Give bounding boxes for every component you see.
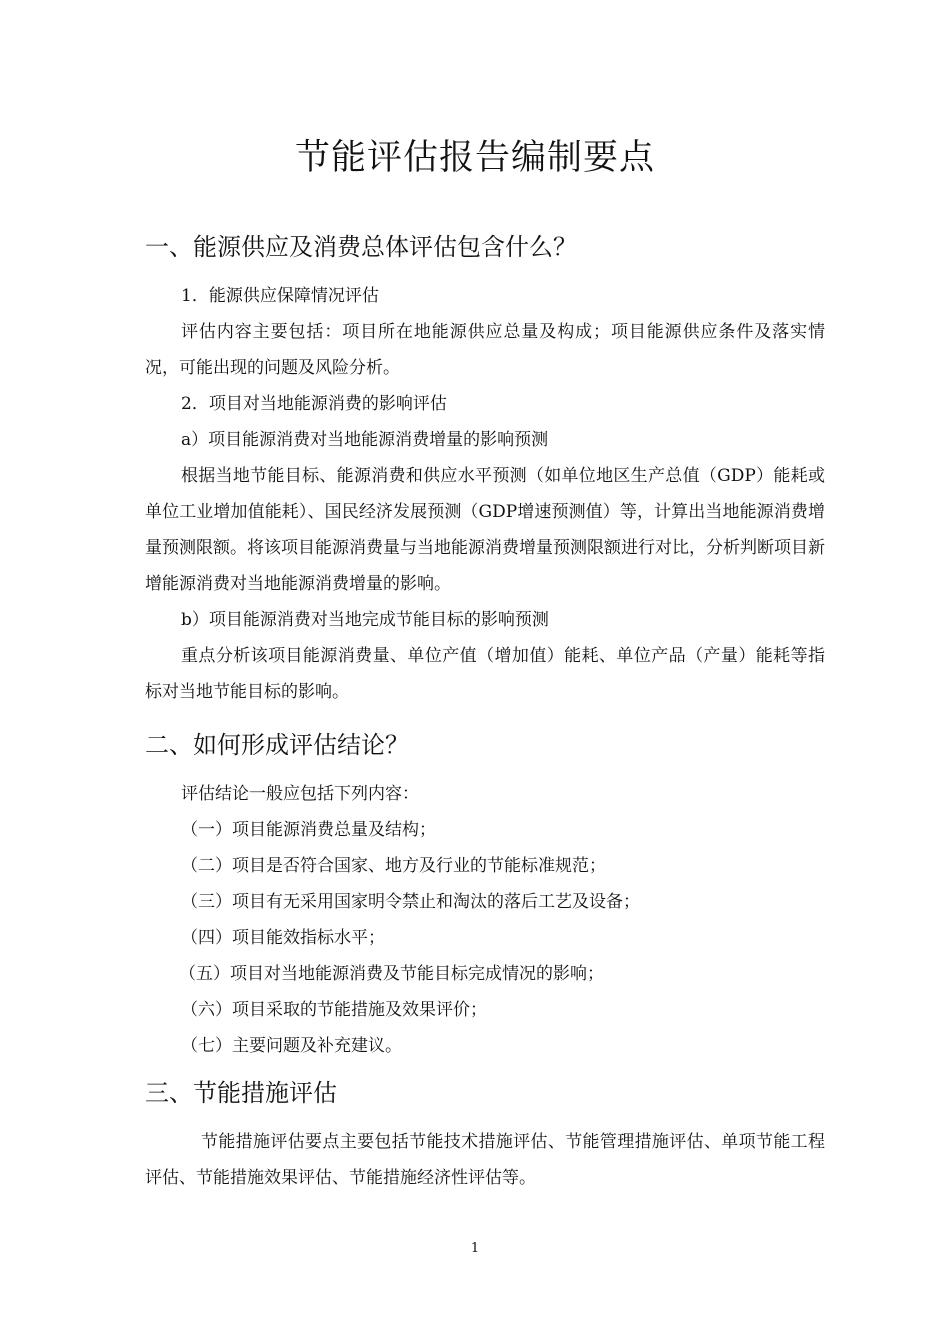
sub-item-heading: b）项目能源消费对当地完成节能目标的影响预测 — [181, 610, 549, 630]
paragraph: 节能措施评估要点主要包括节能技术措施评估、节能管理措施评估、单项节能工程评估、节能措施效果评估、节能措施经济性评估等。 — [145, 1132, 825, 1188]
item-heading: 2．项目对当地能源消费的影响评估 — [181, 394, 447, 414]
list-item: （四）项目能效指标水平； — [181, 928, 385, 948]
list-item: （七）主要问题及补充建议。 — [181, 1036, 402, 1056]
item-heading: 1．能源供应保障情况评估 — [181, 286, 379, 306]
sub-item-heading: a）项目能源消费对当地能源消费增量的影响预测 — [181, 430, 549, 450]
section-heading: 二、如何形成评估结论？ — [145, 731, 409, 759]
section-conclusion — [145, 728, 825, 762]
section-conclusion-body — [145, 776, 825, 1064]
section-energy-saving-measures-body — [145, 1124, 825, 1196]
section-energy-saving-measures — [145, 1076, 825, 1110]
list-item: （五）项目对当地能源消费及节能目标完成情况的影响； — [179, 964, 604, 984]
section-heading: 一、能源供应及消费总体评估包含什么？ — [145, 233, 577, 261]
paragraph: 重点分析该项目能源消费量、单位产值（增加值）能耗、单位产品（产量）能耗等指标对当地节能目标的影响。 — [145, 646, 825, 702]
section-energy-supply-body — [145, 278, 825, 710]
paragraph: 评估结论一般应包括下列内容： — [181, 784, 419, 804]
list-item: （三）项目有无采用国家明令禁止和淘汰的落后工艺及设备； — [181, 892, 640, 912]
section-heading: 三、节能措施评估 — [145, 1079, 337, 1107]
list-item: （二）项目是否符合国家、地方及行业的节能标准规范； — [181, 856, 606, 876]
page-number: 1 — [470, 1241, 480, 1256]
paragraph: 根据当地节能目标、能源消费和供应水平预测（如单位地区生产总值（GDP）能耗或单位工业增加值能耗）、国民经济发展预测（GDP增速预测值）等，计算出当地能源消费增量预测限额。将该项目能源消费量与当地能源消费增量预测限额进行对比，分析判断项目新增能源消费对当地能源消费增量的影响。 — [145, 466, 825, 594]
section-energy-supply — [145, 230, 825, 264]
paragraph: 评估内容主要包括：项目所在地能源供应总量及构成；项目能源供应条件及落实情况，可能出现的问题及风险分析。 — [145, 322, 825, 378]
list-item: （一）项目能源消费总量及结构； — [181, 820, 436, 840]
list-item: （六）项目采取的节能措施及效果评价； — [181, 1000, 487, 1020]
document-title: 节能评估报告编制要点 — [294, 138, 655, 178]
